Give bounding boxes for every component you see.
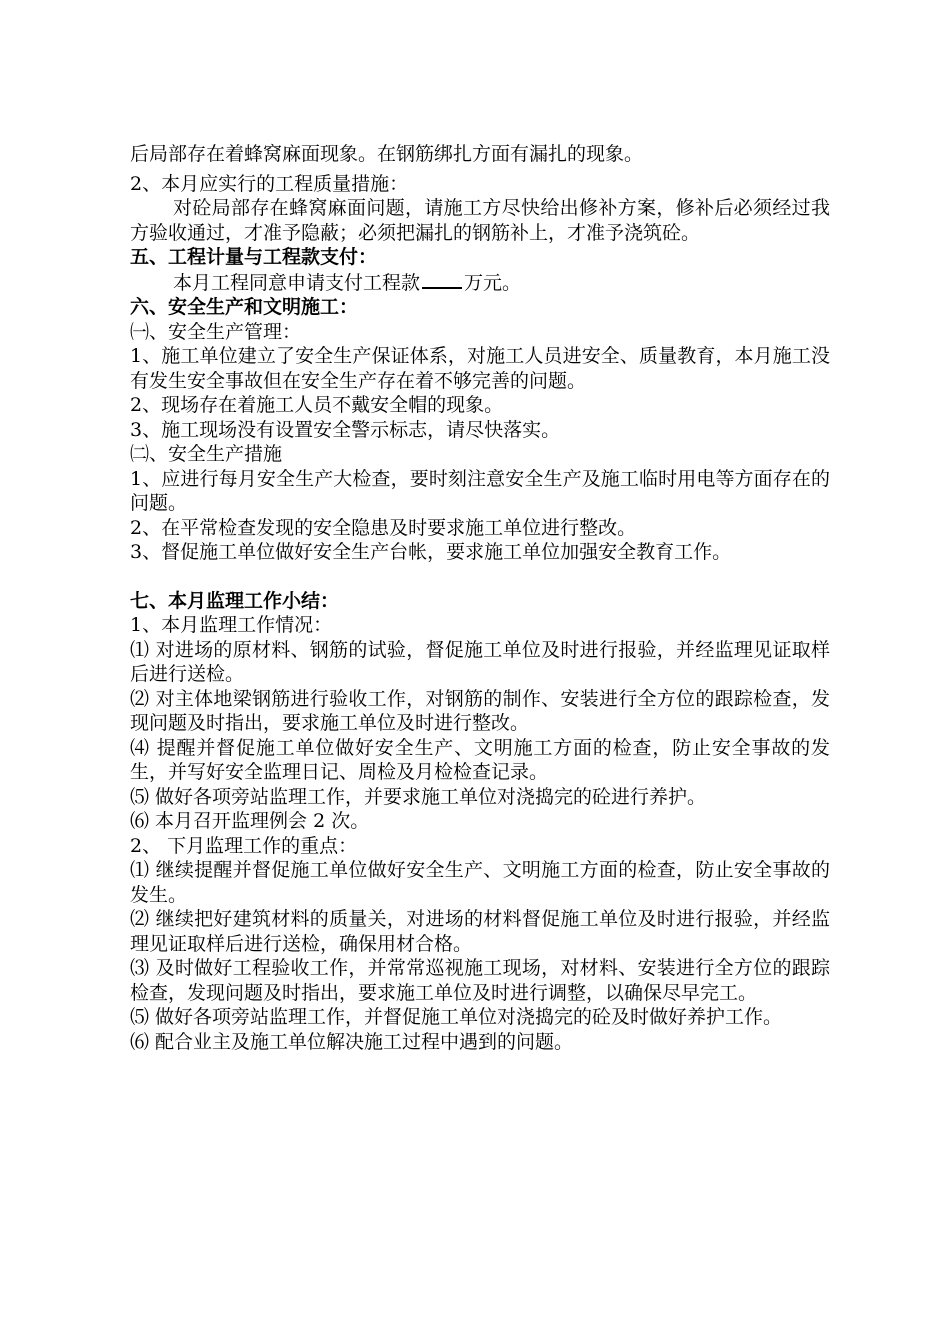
paragraph-safety-item-1: 1、施工单位建立了安全生产保证体系，对施工人员进安全、质量教育，本月施工没有发生安全事故但在安全生产存在着不够完善的问题。 [130, 345, 830, 392]
paragraph-next-month-2: ⑵ 继续把好建筑材料的质量关，对进场的材料督促施工单位及时进行报验，并经监理见证取样后进行送检，确保用材合格。 [130, 908, 830, 955]
paragraph-monthly-work-1: ⑴ 对进场的原材料、钢筋的试验，督促施工单位及时进行报验，并经监理见证取样后进行送检。 [130, 638, 830, 685]
paragraph-safety-measure-1: 1、应进行每月安全生产大检查，要时刻注意安全生产及施工临时用电等方面存在的问题。 [130, 467, 830, 514]
paragraph-next-month-1: ⑴ 继续提醒并督促施工单位做好安全生产、文明施工方面的检查，防止安全事故的发生。 [130, 859, 830, 906]
payment-text-before: 本月工程同意申请支付工程款 [173, 271, 421, 294]
document-page [130, 142, 830, 1054]
paragraph-quality-issue-continued: 后局部存在着蜂窝麻面现象。在钢筋绑扎方面有漏扎的现象。 [130, 143, 644, 165]
paragraph-safety-item-2: 2、现场存在着施工人员不戴安全帽的现象。 [130, 394, 504, 416]
section-heading-payment: 五、工程计量与工程款支付： [130, 246, 378, 268]
paragraph-safety-management-title: ㈠、安全生产管理： [130, 320, 302, 343]
paragraph-monthly-work-6: ⑹ 本月召开监理例会 2 次。 [130, 810, 370, 832]
paragraph-next-month-title: 2、 下月监理工作的重点： [130, 834, 358, 857]
paragraph-next-month-3: ⑶ 及时做好工程验收工作，并常常巡视施工现场，对材料、安装进行全方位的跟踪检查，发现问题及时指出，要求施工单位及时进行调整，以确保尽早完工。 [130, 957, 830, 1004]
paragraph-monthly-work-title: 1、本月监理工作情况： [130, 614, 333, 636]
paragraph-safety-measure-3: 3、督促施工单位做好安全生产台帐，要求施工单位加强安全教育工作。 [130, 541, 732, 563]
paragraph-payment [130, 270, 830, 296]
paragraph-monthly-work-5: ⑸ 做好各项旁站监理工作，并要求施工单位对浇捣完的砼进行养护。 [130, 785, 707, 808]
paragraph-safety-measures-title: ㈡、安全生产措施 [130, 443, 283, 465]
paragraph-quality-measures-body: 对砼局部存在蜂窝麻面问题，请施工方尽快给出修补方案，修补后必须经过我方验收通过，才准予隐蔽；必须把漏扎的钢筋补上，才准予浇筑砼。 [130, 197, 830, 244]
paragraph-next-month-6: ⑹ 配合业主及施工单位解决施工过程中遇到的问题。 [130, 1030, 574, 1053]
section-heading-summary: 七、本月监理工作小结： [130, 589, 340, 612]
paragraph-next-month-5: ⑸ 做好各项旁站监理工作，并督促施工单位对浇捣完的砼及时做好养护工作。 [130, 1006, 783, 1028]
paragraph-monthly-work-4: ⑷ 提醒并督促施工单位做好安全生产、文明施工方面的检查，防止安全事故的发生，并写好安全监理日记、周检及月检检查记录。 [130, 736, 830, 783]
payment-text-after: 万元。 [464, 271, 522, 294]
paragraph-quality-measures-title: 2、本月应实行的工程质量措施： [130, 172, 409, 195]
payment-amount-blank [422, 270, 462, 289]
paragraph-safety-item-3: 3、施工现场没有设置安全警示标志，请尽快落实。 [130, 418, 561, 441]
paragraph-monthly-work-2: ⑵ 对主体地梁钢筋进行验收工作，对钢筋的制作、安装进行全方位的跟踪检查，发现问题及时指出，要求施工单位及时进行整改。 [130, 687, 830, 734]
section-heading-safety: 六、安全生产和文明施工： [130, 296, 359, 318]
paragraph-safety-measure-2: 2、在平常检查发现的安全隐患及时要求施工单位进行整改。 [130, 516, 637, 539]
